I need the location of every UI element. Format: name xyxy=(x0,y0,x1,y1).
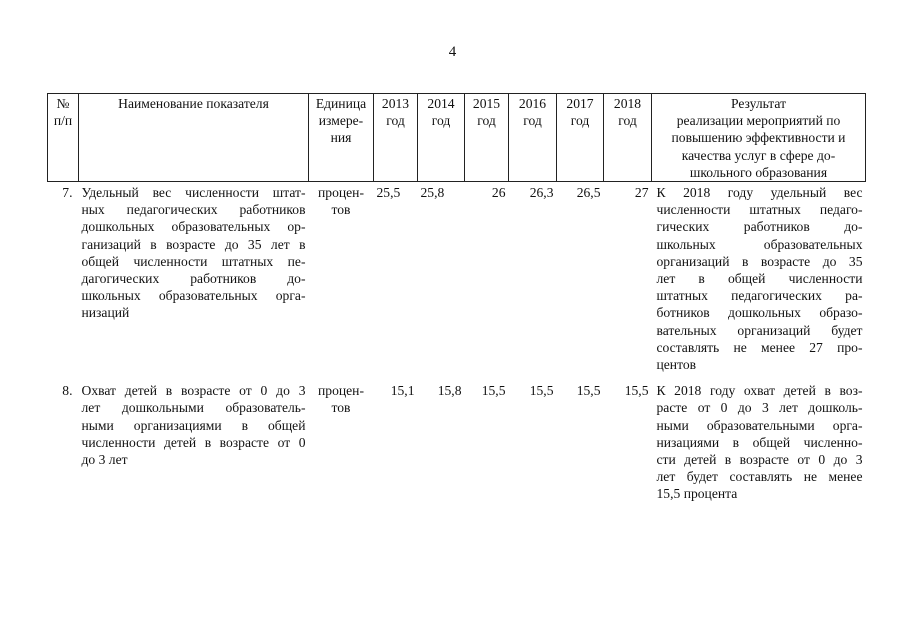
value-2015: 26 xyxy=(491,185,506,201)
result-description: К 2018 году охват детей в воз- расте от 0 до 3 лет дошколь- ными образовательными орга- низациями в общей численно- сти детей в возрасте от 0 до 3 лет будет составлять не менее 15,5 процента xyxy=(656,383,863,502)
value-2015: 15,5 xyxy=(481,383,506,399)
unit-of-measure: процен- тов xyxy=(318,383,364,416)
header-row xyxy=(48,94,866,182)
row-number: 8. xyxy=(62,383,73,399)
value-2013: 25,5 xyxy=(376,185,401,201)
header-unit: Единица измере- ния xyxy=(309,94,374,182)
indicators-table xyxy=(47,93,866,503)
header-result: Результат реализации мероприятий по повышению эффективности и качества услуг в сфере до- школьного образования xyxy=(652,94,866,182)
header-year-2015: 2015 год xyxy=(465,94,509,182)
indicator-name: Удельный вес численности штат- ных педагогических работников дошкольных образовательных ор- ганизаций в возрасте до 35 лет в общей численности штатных пе- дагогических работников до- школьных образовательных орга- низаций xyxy=(81,185,306,321)
header-year-2014: 2014 год xyxy=(418,94,465,182)
indicator-name: Охват детей в возрасте от 0 до 3 лет дошкольными образователь- ными организациями в общей численности детей в возрасте от 0 до 3 лет xyxy=(81,383,306,468)
unit-of-measure: процен- тов xyxy=(318,185,364,218)
value-2017: 15,5 xyxy=(576,383,601,399)
value-2017: 26,5 xyxy=(576,185,601,201)
value-2014: 25,8 xyxy=(420,185,445,201)
table-row xyxy=(48,381,866,502)
header-indicator-name: Наименование показателя xyxy=(79,94,309,182)
value-2014: 15,8 xyxy=(437,383,462,399)
value-2018: 27 xyxy=(634,185,649,201)
page-number: 4 xyxy=(448,44,457,60)
header-year-2013: 2013 год xyxy=(374,94,418,182)
header-number: № п/п xyxy=(48,94,79,182)
value-2018: 15,5 xyxy=(624,383,649,399)
result-description: К 2018 году удельный вес численности штатных педаго- гических работников до- школьных образовательных организаций в возрасте до 35 лет в общей численности штатных педагогических ра- ботников дошкольных образо- вательных организаций будет составлять не менее 27 про- центов xyxy=(656,185,863,373)
value-2016: 15,5 xyxy=(529,383,554,399)
table-row xyxy=(48,182,866,374)
row-number: 7. xyxy=(62,185,73,201)
header-year-2016: 2016 год xyxy=(509,94,557,182)
header-year-2017: 2017 год xyxy=(557,94,604,182)
header-year-2018: 2018 год xyxy=(604,94,652,182)
value-2016: 26,3 xyxy=(529,185,554,201)
value-2013: 15,1 xyxy=(390,383,415,399)
row-spacer xyxy=(48,373,866,381)
